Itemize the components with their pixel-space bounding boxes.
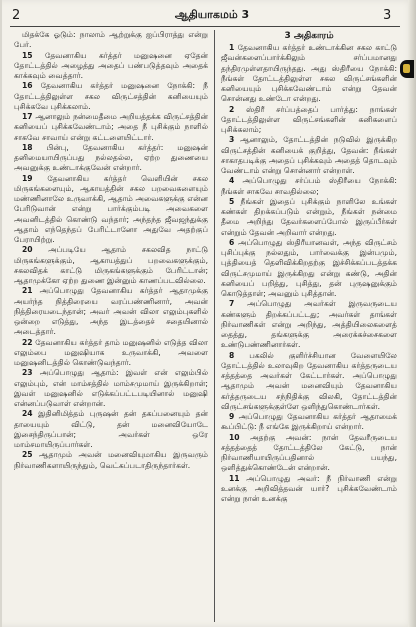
verse-text: அதற்கு அவன்: நான் தேவரீருடைய சத்தத்தைத் தோட்டத்திலே கேட்டு, நான் நிர்வாணியாயிருப்பதினால் பயந்து, ஒளித்துக்கொண்டேன் என்றான். bbox=[221, 432, 397, 473]
verse-number: 15 bbox=[22, 50, 33, 60]
verse bbox=[14, 51, 208, 82]
verse-text: இதினிமித்தம் புருஷன் தன் தகப்பனையும் தன் தாயையும் விட்டு, தன் மனைவியோடே இசைந்திருப்பான்; அவர்கள் ஒரே மாம்சமாயிருப்பார்கள். bbox=[14, 409, 208, 449]
verse bbox=[14, 112, 208, 143]
verse bbox=[221, 176, 397, 197]
index-tab-marker[interactable] bbox=[400, 60, 414, 78]
verse-text: அப்பொழுது சர்ப்பம் ஸ்திரீயை நோக்கி: நீங்கள் சாகவே சாவதில்லை; bbox=[221, 176, 397, 196]
verse bbox=[221, 105, 397, 136]
verse bbox=[221, 299, 397, 350]
verse bbox=[221, 43, 397, 105]
verse bbox=[14, 338, 208, 369]
verse-text: மிதக்கே ஓடும்: நாலாம் ஆற்றுக்கு ஐப்பிராத்து என்று பேர். bbox=[14, 30, 208, 50]
verse-text: அப்பொழுது ஆதாம்: இவள் என் எலும்பில் எலும்பும், என் மாம்சத்தில் மாம்சமுமாய் இருக்கிறாள்; இவள் மனுஷனில் எடுக்கப்பட்டபடியினால் மனுஷி என்னப்படுவாள் என்றான். bbox=[14, 368, 208, 408]
verse bbox=[14, 409, 208, 450]
verse bbox=[221, 474, 397, 505]
verse-text: தேவனாகிய கர்த்தர் உண்டாக்கின சகல காட்டு ஜீவன்களைப்பார்க்கிலும் சர்ப்பமானது தந்திரமுள்ளதாயிருந்தது. அது ஸ்திரீயை நோக்கி: நீங்கள் தோட்டத்திலுள்ள சகல விருட்சங்களின் கனியையும் புசிக்கவேண்டாம் என்று தேவன் சொன்னது உண்டோ என்றது. bbox=[221, 43, 397, 104]
verse-number: 9 bbox=[229, 412, 235, 421]
verse-number: 19 bbox=[22, 173, 33, 183]
verse-number: 22 bbox=[22, 337, 33, 347]
verse bbox=[221, 412, 397, 433]
verse-text: அப்பொழுது ஸ்திரீயானவள், அந்த விருட்சம் புசிப்புக்கு நல்லதும், பார்வைக்கு இன்பமும், புத்தியைத் தெளிவிக்கிறதற்கு இச்சிக்கப்படத்தக்க விருட்சமுமாய் இருக்கிறது என்று கண்டு, அதின் கனியைப் பறித்து, புசித்து, தன் புருஷனுக்கும் கொடுத்தாள்; அவனும் புசித்தான். bbox=[221, 237, 397, 298]
verse bbox=[14, 450, 208, 471]
column-divider bbox=[214, 30, 215, 622]
verse bbox=[14, 143, 208, 174]
verse-number: 2 bbox=[229, 104, 235, 114]
verse-number: 21 bbox=[22, 286, 33, 296]
verse-number: 5 bbox=[229, 196, 235, 206]
verse bbox=[221, 351, 397, 413]
verse-text: ஆதாமும் அவன் மனைவியுமாகிய இருவரும் நிர்வாணிகளாயிருந்தும், வெட்கப்படாதிருந்தார்கள். bbox=[14, 450, 208, 470]
verse-text: ஆனாலும், தோட்டத்தின் நடுவில் இருக்கிற விருட்சத்தின் கனியைக் குறித்து, தேவன்: நீங்கள் சாகாதபடிக்கு அதைப் புசிக்கவும் அதைத் தொடவும் வேண்டாம் என்று சொன்னார் என்றாள். bbox=[221, 135, 397, 175]
verse bbox=[221, 135, 397, 176]
page-header bbox=[2, 6, 402, 28]
verse-number: 3 bbox=[229, 135, 235, 145]
verse-number: 11 bbox=[229, 473, 240, 483]
verse-number: 23 bbox=[22, 368, 33, 378]
verse-number: 18 bbox=[22, 142, 33, 152]
verse-text: தேவனாகிய கர்த்தர் மனுஷனை ஏதேன் தோட்டத்தில் அழைத்து அதைப் பண்படுத்தவும் அதைக் காக்கவும் வைத்தார். bbox=[14, 50, 208, 80]
verse-number: 6 bbox=[229, 237, 235, 247]
verse bbox=[221, 433, 397, 474]
verse-text: அப்பொழுது அவர்: நீ நிர்வாணி என்று உனக்கு அறிவித்தவன் யார்? புசிக்கவேண்டாம் என்று நான் உனக்கு bbox=[221, 473, 397, 503]
verse-text: தேவனாகிய கர்த்தர் தாம் மனுஷனில் எடுத்த விலா எலும்பை மனுஷியாக உருவாக்கி, அவளை மனுஷனிடத்தில் கொண்டுவந்தார். bbox=[14, 337, 208, 367]
verse-text: அப்பொழுது தேவனாகிய கர்த்தர் ஆதாமுக்கு அயர்ந்த நித்திரையை வரப்பண்ணினார், அவன் நித்திரையடைந்தான்; அவர் அவன் விலா எலும்புகளில் ஒன்றை எடுத்து, அந்த இடத்தைச் சதையினால் அடைத்தார். bbox=[14, 286, 208, 337]
verse bbox=[221, 238, 397, 300]
verse-number: 16 bbox=[22, 81, 33, 91]
verse-text: தேவனாகிய கர்த்தர் மனுஷனை நோக்கி: நீ தோட்டத்திலுள்ள சகல விருட்சத்தின் கனியையும் புசிக்கவே புசிக்கலாம். bbox=[14, 81, 208, 111]
verse-number: 8 bbox=[229, 350, 235, 360]
left-column bbox=[14, 30, 208, 622]
right-column bbox=[221, 30, 397, 622]
chapter-heading: 3 அதிகாரம் bbox=[284, 31, 334, 41]
verse-text: ஸ்திரீ சர்ப்பத்தைப் பார்த்து: நாங்கள் தோட்டத்திலுள்ள விருட்சங்களின் கனிகளைப் புசிக்கலாம்; bbox=[221, 104, 397, 134]
right-page-number: 3 bbox=[383, 8, 392, 23]
verse bbox=[14, 174, 208, 246]
verse-number: 25 bbox=[22, 450, 33, 460]
verse-number: 17 bbox=[22, 112, 33, 121]
verse bbox=[221, 197, 397, 238]
page-edge bbox=[408, 0, 416, 627]
verse-text: அப்பொழுது தேவனாகிய கர்த்தர் ஆதாமைக் கூப்பிட்டு: நீ எங்கே இருக்கிறாய் என்றார். bbox=[221, 412, 397, 432]
header-rule bbox=[10, 26, 400, 27]
bible-page bbox=[2, 0, 416, 627]
verse-number: 24 bbox=[22, 409, 33, 419]
verse-number: 10 bbox=[229, 432, 240, 442]
verse-text: அப்படியே ஆதாம் சகலவித நாட்டு மிருகங்களுக்கும், ஆகாயத்துப் பறவைகளுக்கும், சகலவிதக் காட்டு மிருகங்களுக்கும் பேரிட்டான்; ஆதாமுக்கோ ஏற்ற துணை இன்னும் காணப்படவில்லை. bbox=[14, 245, 208, 285]
verse-number: 1 bbox=[229, 43, 235, 52]
verse-text: தேவனாகிய கர்த்தர் வெளியின் சகல மிருகங்களையும், ஆகாயத்தின் சகல பறவைகளையும் மண்ணினாலே உருவாக்கி, ஆதாம் அவைகளுக்கு என்ன பேரிடுவான் என்று பார்க்கும்படி அவைகளை அவனிடத்தில் கொண்டு வந்தார்; அந்தந்த ஜீவஜந்துக்கு ஆதாம் எந்தெந்தப் பேரிட்டானோ அதுவே அதற்குப் பேராயிற்று. bbox=[14, 173, 208, 244]
verse-text: அப்பொழுது அவர்கள் இருவருடைய கண்களும் திறக்கப்பட்டது; அவர்கள் தாங்கள் நிர்வாணிகள் என்று அறிந்து, அத்தியிலைகளைத் தைத்து, தங்களுக்கு அரைக்கச்சைகளை உண்டுபண்ணினார்கள். bbox=[221, 299, 397, 350]
verse-text: நீங்கள் இதைப் புசிக்கும் நாளிலே உங்கள் கண்கள் திறக்கப்படும் என்றும், நீங்கள் நன்மை தீமை அறிந்து தேவர்களைப்போல் இருப்பீர்கள் என்றும் தேவன் அறிவார் என்றது. bbox=[221, 196, 397, 237]
verse-text: ஆனாலும் நன்மைதீமை அறியத்தக்க விருட்சத்தின் கனியைப் புசிக்கவேண்டாம்; அதை நீ புசிக்கும் நாளில் சாகவே சாவாய் என்று கட்டளையிட்டார். bbox=[14, 112, 208, 142]
verse-number: 4 bbox=[229, 176, 235, 186]
verse-text: பகலில் குளிர்ச்சியான வேளையிலே தோட்டத்தில் உலாவுகிற தேவனாகிய கர்த்தருடைய சத்தத்தை அவர்கள் கேட்டார்கள். அப்பொழுது ஆதாமும் அவன் மனைவியும் தேவனாகிய கர்த்தருடைய சந்நிதிக்கு விலகி, தோட்டத்தின் விருட்சங்களுக்குள்ளே ஒளிந்துகொண்டார்கள். bbox=[221, 350, 397, 411]
verse bbox=[14, 368, 208, 409]
verse bbox=[14, 30, 208, 51]
verse-number: 7 bbox=[229, 299, 235, 309]
verse bbox=[14, 245, 208, 286]
verse bbox=[14, 81, 208, 112]
verse bbox=[14, 286, 208, 337]
left-page-number: 2 bbox=[12, 8, 21, 23]
verse-number: 20 bbox=[22, 245, 33, 255]
running-head: ஆதியாகமம் 3 bbox=[174, 8, 250, 21]
verse-text: பின்பு, தேவனாகிய கர்த்தர்: மனுஷன் தனிமையாயிருப்பது நல்லதல்ல, ஏற்ற துணையை அவனுக்கு உண்டாக்குவேன் என்றார். bbox=[14, 142, 208, 173]
